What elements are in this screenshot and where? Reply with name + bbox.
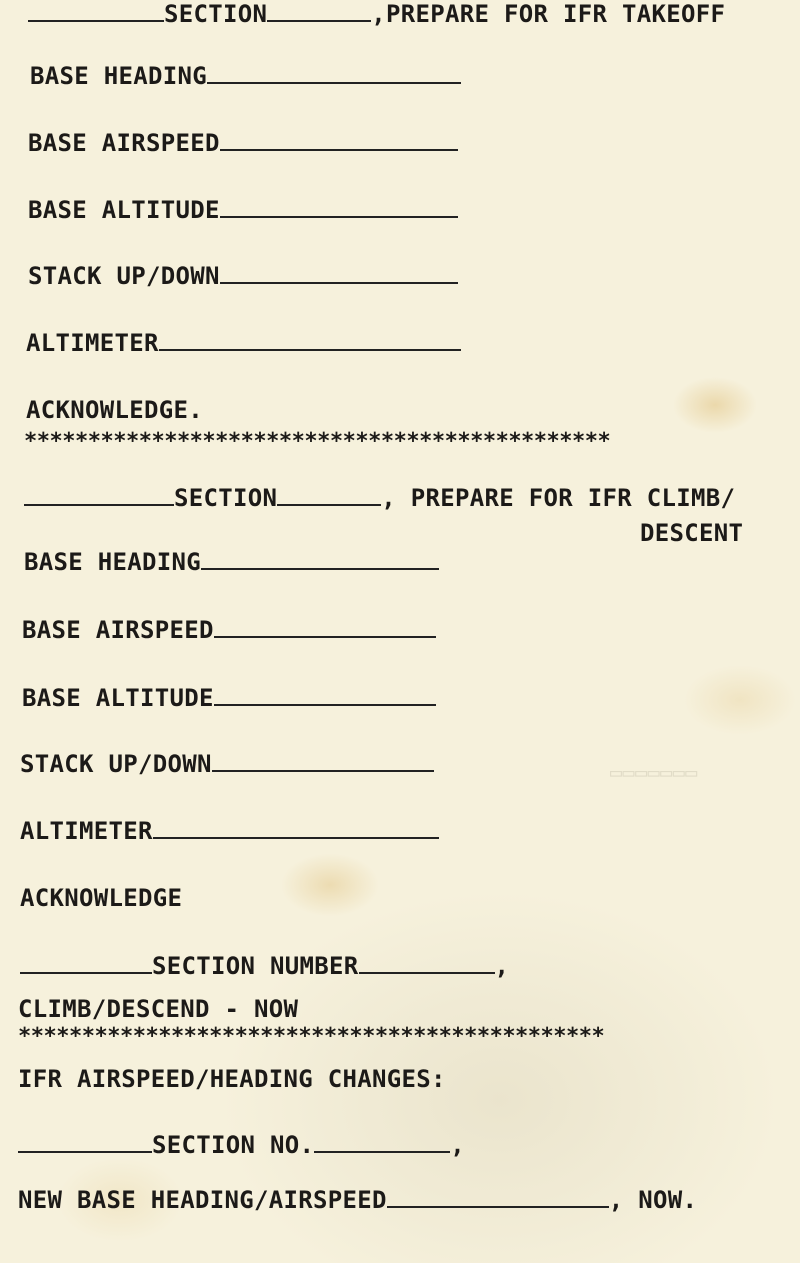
- base-heading-label: BASE HEADING: [24, 548, 201, 576]
- stack-label: STACK UP/DOWN: [28, 262, 220, 290]
- base-airspeed-blank[interactable]: [214, 618, 436, 638]
- altimeter-blank[interactable]: [153, 819, 439, 839]
- base-altitude-blank[interactable]: [214, 686, 436, 706]
- stack-label: STACK UP/DOWN: [20, 750, 212, 778]
- base-airspeed-label: BASE AIRSPEED: [28, 129, 220, 157]
- form2-base-airspeed-row: [22, 616, 436, 644]
- section-number-blank[interactable]: [277, 486, 381, 506]
- bleed-through-text: ▭▭▭▭▭▭▭: [610, 760, 698, 784]
- form2-base-altitude-row: [22, 684, 436, 712]
- section-blank[interactable]: [18, 1133, 152, 1153]
- form4-title: IFR AIRSPEED/HEADING CHANGES:: [18, 1065, 446, 1093]
- form1-acknowledge: ACKNOWLEDGE.: [26, 396, 203, 424]
- form2-section-label: SECTION: [174, 484, 278, 512]
- base-altitude-blank[interactable]: [220, 198, 458, 218]
- form1-section-label: SECTION: [164, 0, 268, 28]
- now-label: , NOW.: [608, 1186, 698, 1214]
- separator-1: **********************************************: [24, 430, 611, 454]
- form4-new-base-row: [18, 1186, 697, 1214]
- base-heading-blank[interactable]: [207, 64, 461, 84]
- new-base-label: NEW BASE HEADING/AIRSPEED: [18, 1186, 387, 1214]
- altimeter-blank[interactable]: [159, 331, 461, 351]
- altimeter-label: ALTIMETER: [26, 329, 159, 357]
- section-number-label: SECTION NUMBER: [152, 952, 359, 980]
- base-altitude-label: BASE ALTITUDE: [28, 196, 220, 224]
- comma: ,: [494, 952, 510, 980]
- separator-2: **********************************************: [18, 1025, 605, 1049]
- form3-climb-label: CLIMB/DESCEND - NOW: [18, 995, 299, 1023]
- form1-altimeter-row: [26, 329, 461, 357]
- form2-base-heading-row: [24, 548, 439, 576]
- form2-stack-row: [20, 750, 434, 778]
- altimeter-label: ALTIMETER: [20, 817, 153, 845]
- section-blank[interactable]: [24, 486, 174, 506]
- stack-blank[interactable]: [220, 264, 458, 284]
- form1-stack-row: [28, 262, 458, 290]
- form2-section-line: [24, 484, 735, 512]
- form1-section-line: [28, 0, 725, 28]
- form1-base-altitude-row: [28, 196, 458, 224]
- comma: ,: [450, 1131, 465, 1159]
- form2-prepare-label-2: DESCENT: [640, 519, 744, 547]
- form1-base-airspeed-row: [28, 129, 458, 157]
- base-heading-blank[interactable]: [201, 550, 439, 570]
- section-blank[interactable]: [20, 954, 152, 974]
- section-number-blank[interactable]: [314, 1133, 450, 1153]
- base-airspeed-blank[interactable]: [220, 131, 458, 151]
- section-number-blank[interactable]: [359, 954, 495, 974]
- form2-prepare-label: , PREPARE FOR IFR CLIMB/: [381, 484, 736, 512]
- section-number-blank[interactable]: [267, 2, 371, 22]
- section-no-label: SECTION NO.: [152, 1131, 315, 1159]
- stack-blank[interactable]: [212, 752, 434, 772]
- base-heading-label: BASE HEADING: [30, 62, 207, 90]
- new-base-blank[interactable]: [387, 1188, 609, 1208]
- section-blank[interactable]: [28, 2, 164, 22]
- form1-prepare-label: ,PREPARE FOR IFR TAKEOFF: [371, 0, 726, 28]
- form1-base-heading-row: [30, 62, 461, 90]
- form3-section-number-row: [20, 952, 509, 980]
- form2-acknowledge: ACKNOWLEDGE: [20, 884, 183, 912]
- base-altitude-label: BASE ALTITUDE: [22, 684, 214, 712]
- form4-section-no-row: [18, 1131, 465, 1159]
- base-airspeed-label: BASE AIRSPEED: [22, 616, 214, 644]
- form2-altimeter-row: [20, 817, 439, 845]
